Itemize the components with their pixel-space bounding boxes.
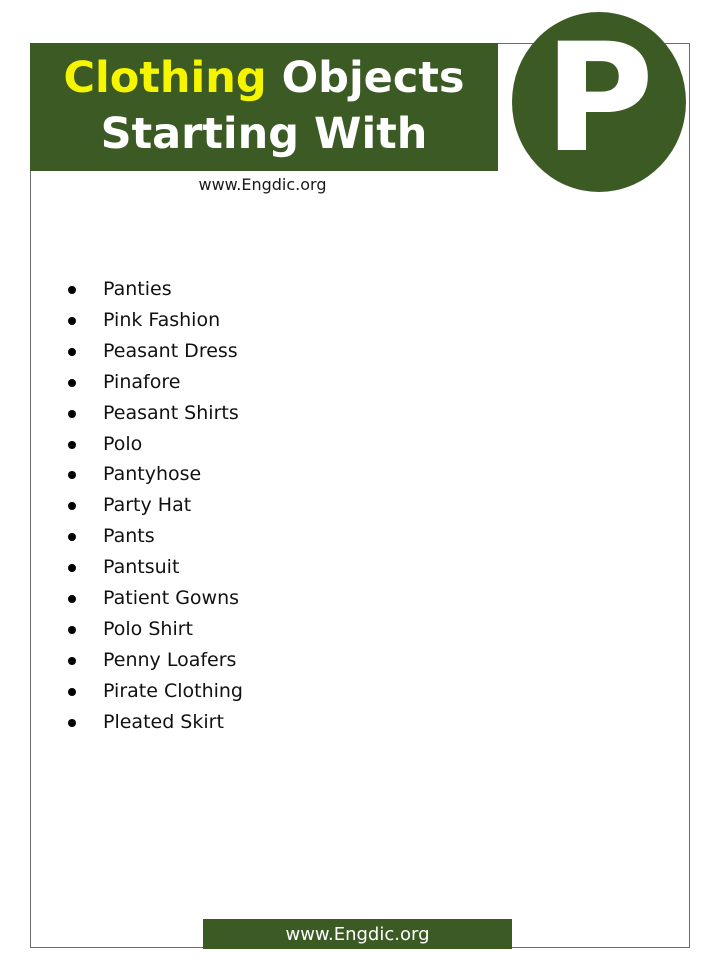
list-item-label: Pantsuit <box>103 556 180 579</box>
list-item-label: Polo Shirt <box>103 617 193 640</box>
bullet-icon <box>68 626 76 634</box>
bullet-icon <box>68 719 76 727</box>
watermark-url: www.Engdic.org <box>198 175 327 194</box>
footer-banner <box>203 919 512 949</box>
bullet-icon <box>68 348 76 356</box>
list-item-label: Pleated Skirt <box>103 710 224 733</box>
bullet-icon <box>68 688 76 696</box>
list-item-label: Pinafore <box>103 370 181 393</box>
page-title-line-2: Starting With <box>100 109 428 159</box>
list-item-label: Penny Loafers <box>103 648 237 671</box>
list-item-label: Panties <box>103 278 172 300</box>
footer-url: www.Engdic.org <box>285 923 430 945</box>
list-item-label: Pink Fashion <box>103 308 221 331</box>
list-item-label: Peasant Dress <box>103 339 238 362</box>
list-item-label: Pantyhose <box>103 463 202 486</box>
title-highlight-word: Clothing <box>63 53 267 103</box>
bullet-icon <box>68 441 76 449</box>
list-item-label: Patient Gowns <box>103 587 240 609</box>
list-item-label: Party Hat <box>103 494 192 517</box>
bullet-icon <box>68 317 76 325</box>
bullet-icon <box>68 379 76 387</box>
bullet-icon <box>68 657 76 665</box>
page-title-line-1 <box>30 51 498 105</box>
list-item-label: Pants <box>103 525 155 548</box>
bullet-icon <box>68 410 76 418</box>
title-line-1-rest: Objects <box>266 53 465 103</box>
title-banner <box>30 43 498 171</box>
letter-badge-text: P <box>544 12 654 186</box>
list-item-label: Pirate Clothing <box>103 679 243 702</box>
list-item-label: Polo <box>103 432 143 455</box>
list-item-label: Peasant Shirts <box>103 401 239 424</box>
letter-badge <box>512 12 686 192</box>
bullet-icon <box>68 595 76 603</box>
bullet-icon <box>68 286 76 294</box>
